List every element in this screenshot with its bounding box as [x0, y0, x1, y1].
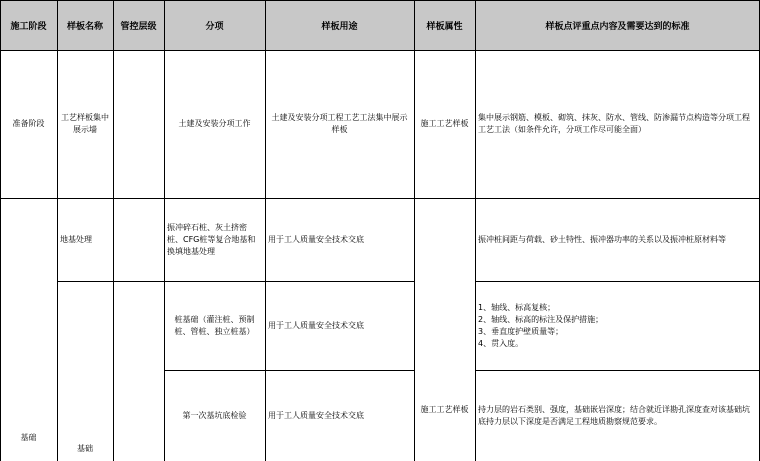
header-item: 分项: [164, 0, 265, 50]
prep-level: [113, 50, 164, 198]
prep-standard: 集中展示钢筋、模板、砌筑、抹灰、防水、管线、防渗漏节点构造等分项工程工艺工法（如条件允许，分项工作尽可能全面）: [478, 113, 750, 134]
prep-name: 工艺样板集中展示墙: [61, 113, 109, 134]
foundation-name: 基础: [77, 443, 93, 453]
pile-standard-line: 1、轴线、标高复核；: [478, 302, 556, 312]
grid-line: [113, 0, 114, 461]
header-sample-attr: 样板属性: [414, 0, 475, 50]
pile-standard-line: 3、垂直度护壁质量等；: [478, 326, 564, 336]
header-stage: 施工阶段: [0, 0, 57, 50]
grid-line: [0, 0, 1, 461]
inspect-standard: 持力层的岩石类别、强度，基础嵌岩深度；结合就近详勘孔深度查对该基础坑底持力层以下深度是否满足工程地质勘察规范要求。: [478, 404, 750, 426]
grid-line: [164, 0, 165, 461]
grid-line: [57, 281, 414, 282]
inspect-use: 用于工人质量安全技术交底: [268, 410, 364, 420]
ground-name: 地基处理: [60, 234, 92, 244]
grid-line: [164, 370, 414, 371]
ground-use: 用于工人质量安全技术交底: [268, 234, 364, 244]
prep-attr: 施工工艺样板: [420, 119, 469, 128]
grid-line: [0, 0, 760, 1]
inspect-item: 第一次基坑底检验: [182, 410, 247, 420]
grid-line: [265, 0, 266, 461]
foundation-stage: 基础: [20, 433, 37, 442]
pile-use: 用于工人质量安全技术交底: [268, 320, 364, 330]
prep-stage: 准备阶段: [12, 119, 45, 128]
grid-line: [0, 50, 760, 51]
grid-line: [57, 0, 58, 461]
ground-item: 振冲碎石桩、灰土挤密桩、CFG桩等复合地基和换填地基处理: [167, 222, 256, 256]
grid-line: [475, 0, 476, 461]
header-control-level: 管控层级: [113, 0, 164, 50]
pile-standard: [475, 281, 760, 370]
header-standard: 样板点评重点内容及需要达到的标准: [475, 0, 760, 50]
pile-standard-line: 4、贯入度。: [478, 338, 524, 348]
grid-line: [475, 370, 760, 371]
prep-item: 土建及安装分项工作: [178, 119, 251, 128]
prep-use: 土建及安装分项工程工艺工法集中展示样板: [271, 113, 408, 134]
pile-standard-line: 2、轴线、标高的标注及保护措施；: [478, 314, 604, 324]
foundation-attr: 施工工艺样板: [420, 405, 469, 414]
pile-item: 桩基础（灌注桩、预制桩、管桩、独立桩基）: [174, 314, 255, 336]
ground-standard: 振冲桩间距与荷载、砂土特性、振冲器功率的关系以及振冲桩原材料等: [478, 234, 726, 244]
grid-line: [475, 281, 760, 282]
header-sample-name: 样板名称: [57, 0, 113, 50]
grid-line: [414, 0, 415, 461]
grid-line: [0, 198, 760, 199]
header-sample-use: 样板用途: [265, 0, 414, 50]
